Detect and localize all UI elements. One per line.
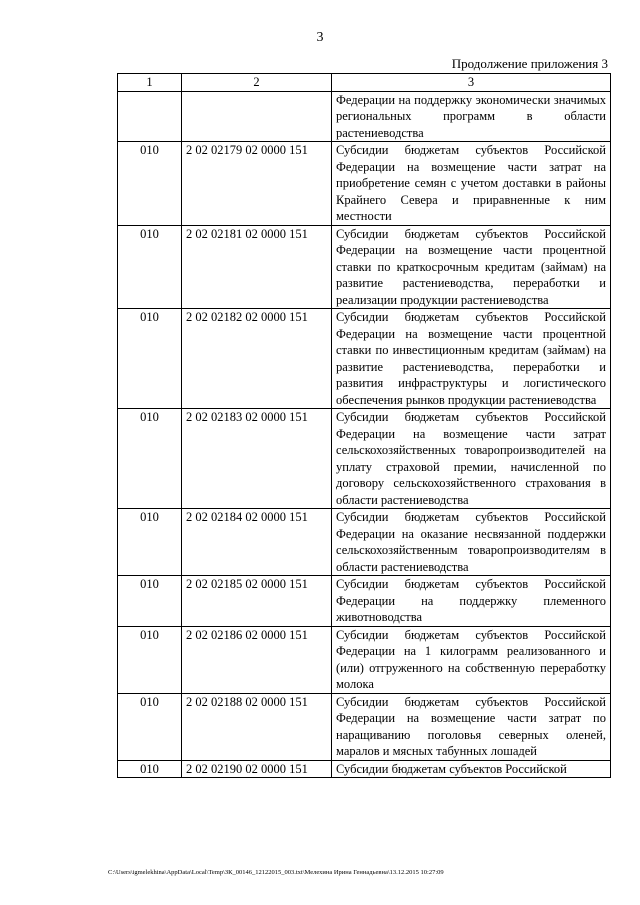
admin-code-cell: 010: [118, 626, 182, 693]
page-number: 3: [316, 30, 324, 45]
table-row: [118, 409, 611, 509]
budget-code-cell: 2 02 02181 02 0000 151: [182, 225, 332, 309]
admin-code-cell: 010: [118, 142, 182, 226]
table-row: [118, 576, 611, 627]
description-cell: Субсидии бюджетам субъектов Российской Федерации на 1 килограмм реализованного и (или) отгруженного на собственную переработку молока: [332, 626, 611, 693]
budget-code-cell: [182, 91, 332, 142]
description-cell: Субсидии бюджетам субъектов Российской: [332, 760, 611, 778]
budget-code-cell: 2 02 02186 02 0000 151: [182, 626, 332, 693]
admin-code-cell: 010: [118, 225, 182, 309]
budget-code-cell: 2 02 02183 02 0000 151: [182, 409, 332, 509]
admin-code-cell: 010: [118, 409, 182, 509]
admin-code-cell: 010: [118, 309, 182, 409]
description-cell: Субсидии бюджетам субъектов Российской Федерации на оказание несвязанной поддержки сельскохозяйственным товаропроизводителям в области растениеводства: [332, 509, 611, 576]
table-row: [118, 225, 611, 309]
table-row: [118, 142, 611, 226]
budget-code-cell: 2 02 02179 02 0000 151: [182, 142, 332, 226]
description-cell: Субсидии бюджетам субъектов Российской Федерации на возмещение части затрат по наращиванию поголовья северных оленей, маралов и мясных табунных лошадей: [332, 693, 611, 760]
table-row: [118, 626, 611, 693]
table-row: [118, 760, 611, 778]
table-row: [118, 693, 611, 760]
table-row: [118, 509, 611, 576]
admin-code-cell: 010: [118, 693, 182, 760]
table-header-row: [118, 74, 611, 92]
description-cell: Субсидии бюджетам субъектов Российской Федерации на возмещение части затрат сельскохозяйственных товаропроизводителей на уплату страховой премии, начисленной по договору сельскохозяйственного страхования в области растениеводства: [332, 409, 611, 509]
description-cell: Федерации на поддержку экономически значимых региональных программ в области растениеводства: [332, 91, 611, 142]
continuation-label: Продолжение приложения 3: [451, 56, 608, 71]
budget-code-cell: 2 02 02184 02 0000 151: [182, 509, 332, 576]
appendix-table: [117, 73, 611, 778]
header-col-3: 3: [332, 74, 611, 92]
header-col-1: 1: [118, 74, 182, 92]
header-col-2: 2: [182, 74, 332, 92]
budget-code-cell: 2 02 02188 02 0000 151: [182, 693, 332, 760]
admin-code-cell: 010: [118, 760, 182, 778]
description-cell: Субсидии бюджетам субъектов Российской Федерации на возмещение части процентной ставки по краткосрочным кредитам (займам) на развитие растениеводства, переработки и реализации продукции растениеводства: [332, 225, 611, 309]
description-cell: Субсидии бюджетам субъектов Российской Федерации на возмещение части затрат на приобретение семян с учетом доставки в районы Крайнего Севера и приравненные к ним местности: [332, 142, 611, 226]
budget-code-cell: 2 02 02182 02 0000 151: [182, 309, 332, 409]
admin-code-cell: 010: [118, 509, 182, 576]
table-row: [118, 309, 611, 409]
admin-code-cell: 010: [118, 576, 182, 627]
description-cell: Субсидии бюджетам субъектов Российской Федерации на поддержку племенного животноводства: [332, 576, 611, 627]
budget-code-cell: 2 02 02185 02 0000 151: [182, 576, 332, 627]
file-path-footer: C:\Users\igmelekhina\AppData\Local\Temp\ЗК_00146_12122015_003.txt\Мелехина Ирина Геннадьевна\13.12.2015 10:27:09: [108, 869, 444, 876]
table-row: [118, 91, 611, 142]
description-cell: Субсидии бюджетам субъектов Российской Федерации на возмещение части процентной ставки по инвестиционным кредитам (займам) на развитие растениеводства, переработки и развития инфраструктуры и логистического обеспечения рынков продукции растениеводства: [332, 309, 611, 409]
budget-code-cell: 2 02 02190 02 0000 151: [182, 760, 332, 778]
admin-code-cell: [118, 91, 182, 142]
